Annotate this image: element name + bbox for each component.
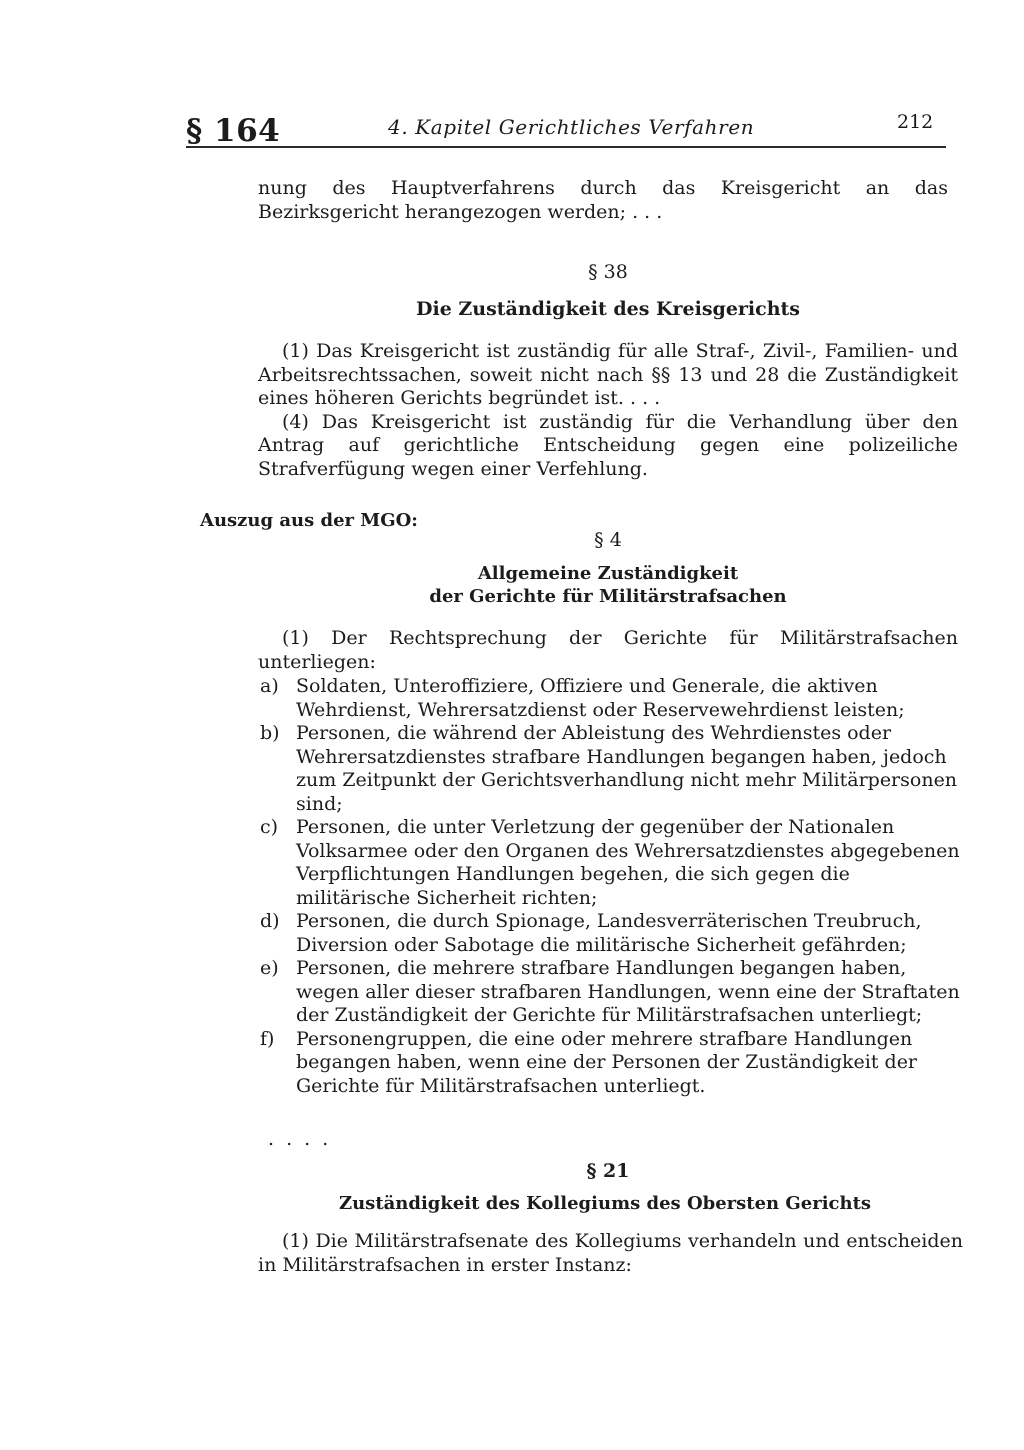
section-4-title-line-1: Allgemeine Zuständigkeit [477, 563, 739, 584]
list-item [260, 957, 965, 1028]
ellipsis: . . . . [268, 1128, 332, 1150]
section-21-paragraph-1: (1) Die Militärstrafsenate des Kollegiums verhandeln und entscheiden in Militärstrafsachen in erster Instanz: [258, 1230, 963, 1276]
list-item-text: Personen, die durch Spionage, Landesverräterischen Treubruch, Diversion oder Sabotage die militärische Sicherheit gefährden; [296, 910, 922, 956]
list-item-text: Personengruppen, die eine oder mehrere strafbare Handlungen begangen haben, wenn eine der Personen der Zuständigkeit der Gerichte für Militärstrafsachen unterliegt. [296, 1027, 918, 1097]
section-38-paragraph-4: (4) Das Kreisgericht ist zuständig für die Verhandlung über den Antrag auf gerichtliche Entscheidung gegen eine polizeiliche Strafverfügung wegen einer Verfehlung. [258, 410, 958, 480]
list-item-marker: e) [260, 957, 279, 979]
list-item [260, 675, 965, 722]
intro-text: nung des Hauptverfahrens durch das Kreisgericht an das Bezirksgericht herangezogen werden; . . . [258, 177, 948, 223]
page-number: 212 [897, 111, 934, 133]
section-4-number: § 4 [594, 529, 622, 551]
section-21-title: Zuständigkeit des Kollegiums des Obersten Gerichts [338, 1193, 872, 1214]
list-item-text: Personen, die unter Verletzung der gegenüber der Nationalen Volksarmee oder den Organen des Wehrersatzdienstes abgegebenen Verpflichtungen Handlungen begehen, die sich gegen die militärische Sicherheit richten; [296, 816, 960, 909]
section-4-intro [258, 627, 958, 674]
section-4-title-line-2: der Gerichte für Militärstrafsachen [429, 586, 787, 607]
list-item-text: Personen, die während der Ableistung des Wehrdienstes oder Wehrersatzdienstes strafbare Handlungen begangen haben, jedoch zum Zeitpunkt der Gerichtsverhandlung nicht mehr Militärpersonen sind; [296, 722, 958, 815]
section-4-list [260, 675, 965, 1098]
list-item [260, 816, 965, 910]
intro-paragraph [258, 177, 948, 224]
section-21-body [258, 1230, 963, 1277]
section-38-title: Die Zuständigkeit des Kreisgerichts [416, 298, 800, 320]
list-item [260, 1028, 965, 1099]
list-item-marker: c) [260, 816, 279, 838]
excerpt-label: Auszug aus der MGO: [200, 510, 418, 531]
list-item-text: Personen, die mehrere strafbare Handlungen begangen haben, wegen aller dieser strafbaren Handlungen, wenn eine der Straftaten der Zuständigkeit der Gerichte für Militärstrafsachen unterliegt; [296, 957, 960, 1026]
header-section-number: § 164 [186, 113, 281, 149]
header-chapter-title: 4. Kapitel Gerichtliches Verfahren [388, 115, 755, 139]
header-rule [186, 146, 946, 148]
section-38-paragraph-1: (1) Das Kreisgericht ist zuständig für alle Straf-, Zivil-, Familien- und Arbeitsrechtssachen, soweit nicht nach §§ 13 und 28 die Zuständigkeit eines höheren Gerichts begründet ist. . . . [258, 340, 958, 409]
section-38-body [258, 340, 958, 481]
list-item-text: Soldaten, Unteroffiziere, Offiziere und Generale, die aktiven Wehrdienst, Wehrersatzdienst oder Reservewehrdienst leisten; [296, 675, 905, 721]
list-item-marker: a) [260, 675, 279, 697]
section-21-number: § 21 [586, 1160, 630, 1182]
list-item [260, 722, 965, 816]
section-38-number: § 38 [588, 261, 628, 283]
list-item [260, 910, 965, 957]
list-item-marker: f) [260, 1027, 275, 1050]
list-item-marker: b) [260, 722, 280, 744]
list-item-marker: d) [260, 910, 280, 932]
section-4-paragraph-1: (1) Der Rechtsprechung der Gerichte für Militärstrafsachen unterliegen: [258, 627, 958, 673]
